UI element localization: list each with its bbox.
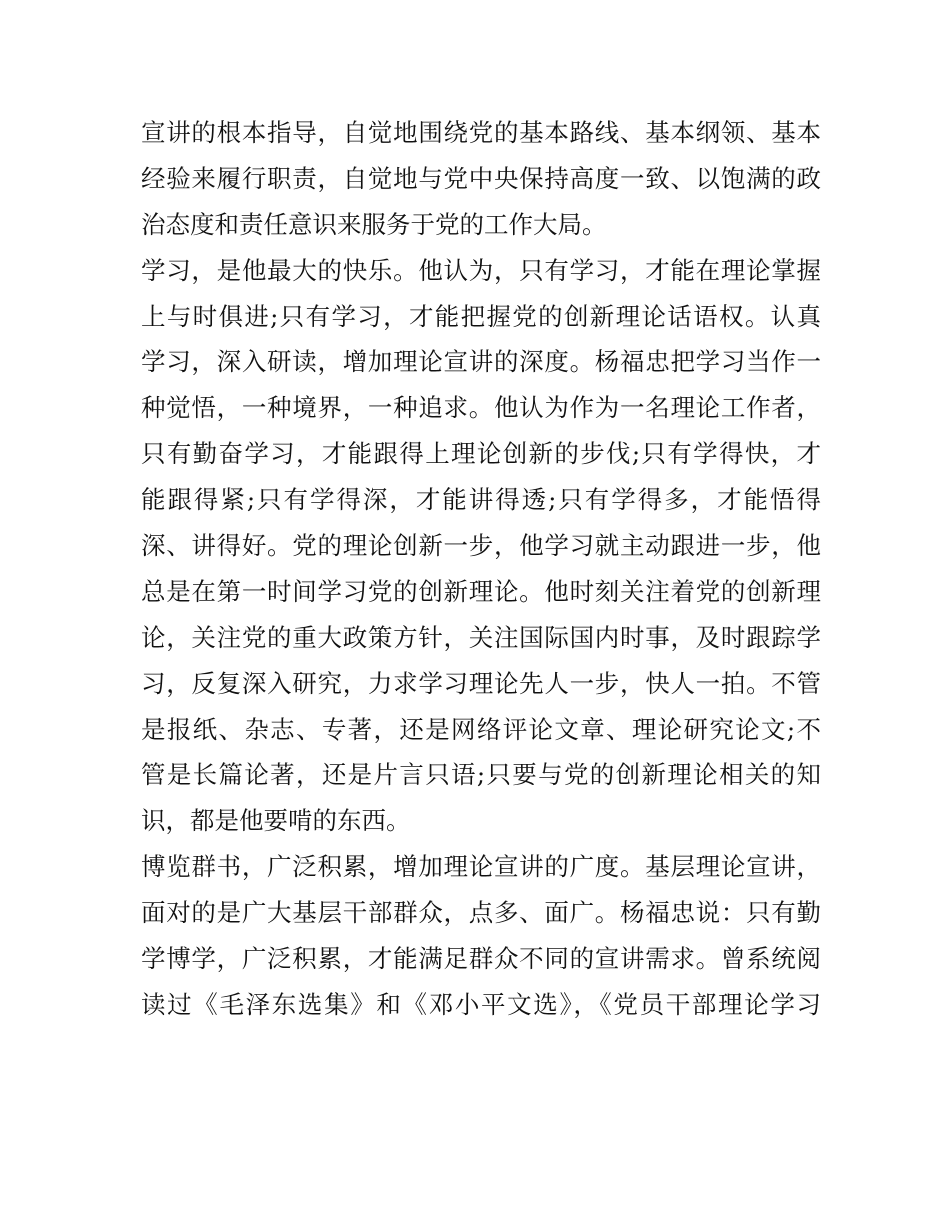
text-line: 论，关注党的重大政策方针，关注国际国内时事，及时跟踪学: [141, 622, 821, 652]
text-line: 总是在第一时间学习党的创新理论。他时刻关注着党的创新理: [141, 576, 821, 606]
text-line: 识，都是他要啃的东西。: [141, 806, 411, 836]
text-line: 习，反复深入研究，力求学习理论先人一步，快人一拍。不管: [141, 668, 821, 698]
text-line: 经验来履行职责，自觉地与党中央保持高度一致、以饱满的政: [141, 163, 821, 193]
text-line: 学习，是他最大的快乐。他认为，只有学习，才能在理论掌握: [141, 255, 821, 285]
text-line: 学博学，广泛积累，才能满足群众不同的宣讲需求。曾系统阅: [141, 944, 821, 974]
text-line: 上与时俱进;只有学习，才能把握党的创新理论话语权。认真: [141, 301, 821, 331]
text-line: 宣讲的根本指导，自觉地围绕党的基本路线、基本纲领、基本: [141, 118, 821, 147]
text-line: 只有勤奋学习，才能跟得上理论创新的步伐;只有学得快，才: [141, 439, 821, 469]
text-line: 是报纸、杂志、专著，还是网络评论文章、理论研究论文;不: [141, 714, 821, 744]
text-line: 能跟得紧;只有学得深，才能讲得透;只有学得多，才能悟得: [141, 485, 821, 515]
text-line: 学习，深入研读，增加理论宣讲的深度。杨福忠把学习当作一: [141, 347, 821, 377]
text-line: 种觉悟，一种境界，一种追求。他认为作为一名理论工作者，: [141, 393, 821, 423]
text-line: 管是长篇论著，还是片言只语;只要与党的创新理论相关的知: [141, 760, 821, 790]
text-line: 博览群书，广泛积累，增加理论宣讲的广度。基层理论宣讲，: [141, 852, 821, 882]
text-line: 面对的是广大基层干部群众，点多、面广。杨福忠说：只有勤: [141, 898, 821, 928]
text-line: 读过《毛泽东选集》和《邓小平文选》，《党员干部理论学习: [141, 989, 821, 1019]
body-text: [141, 110, 821, 1028]
text-line: 深、讲得好。党的理论创新一步，他学习就主动跟进一步，他: [141, 531, 821, 561]
text-line: 治态度和责任意识来服务于党的工作大局。: [141, 209, 607, 239]
